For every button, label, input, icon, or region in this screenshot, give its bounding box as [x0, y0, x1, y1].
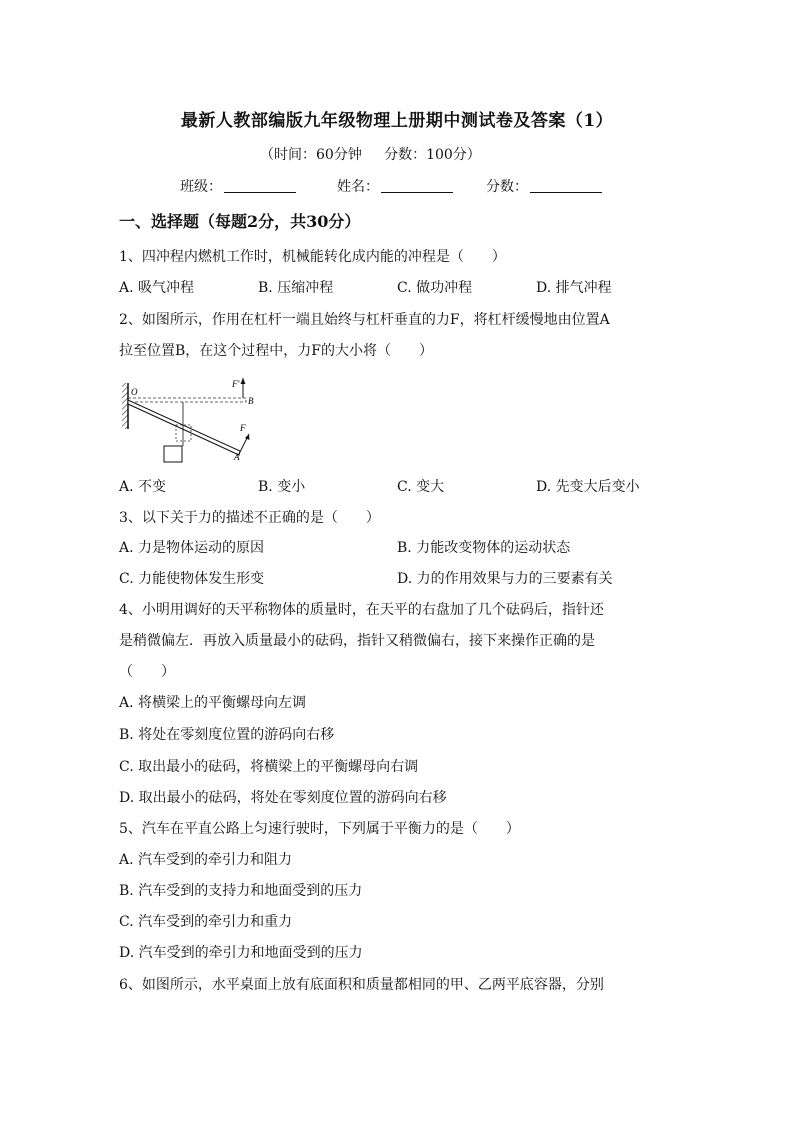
q5-option-a: A. 汽车受到的牵引力和阻力 [119, 852, 293, 868]
q2-option-c: C. 变大 [397, 479, 445, 495]
label-f-prime: F' [232, 379, 240, 389]
q4-option-b: B. 将处在零刻度位置的游码向右移 [119, 727, 335, 743]
question-4-stem-line-3: （ ） [119, 664, 175, 680]
q3-option-b: B. 力能改变物体的运动状态 [397, 540, 571, 556]
q4-option-c: C. 取出最小的砝码，将横梁上的平衡螺母向右调 [119, 759, 419, 775]
class-label: 班级： [180, 179, 222, 195]
q3-option-d: D. 力的作用效果与力的三要素有关 [397, 571, 613, 587]
label-b: B [248, 396, 254, 406]
q3-option-a: A. 力是物体运动的原因 [119, 540, 265, 556]
force-arrowhead-a [245, 434, 250, 440]
weight-box [164, 446, 182, 462]
q2-option-b: B. 变小 [258, 479, 306, 495]
score-blank [530, 178, 602, 193]
lever-diagram [119, 378, 259, 466]
label-o: O [131, 387, 138, 397]
lever-position-a [128, 400, 240, 455]
question-6-stem-line-1: 6、如图所示，水平桌面上放有底面积和质量都相同的甲、乙两平底容器，分别 [119, 977, 604, 993]
q4-option-d: D. 取出最小的砝码，将处在零刻度位置的游码向右移 [119, 790, 447, 806]
label-a: A [234, 452, 240, 462]
q5-option-c: C. 汽车受到的牵引力和重力 [119, 914, 293, 930]
exam-time-score: （时间：60分钟 分数：100分） [260, 147, 481, 163]
wall-hatch [122, 383, 128, 429]
q1-option-b: B. 压缩冲程 [258, 280, 334, 296]
page-title: 最新人教部编版九年级物理上册期中测试卷及答案（1） [180, 111, 614, 131]
score-label: 分数： [486, 179, 528, 195]
class-blank [224, 178, 296, 193]
question-4-stem-line-2: 是稍微偏左．再放入质量最小的砝码，指针又稍微偏右，接下来操作正确的是 [119, 633, 595, 649]
question-3-stem: 3、以下关于力的描述不正确的是（ ） [119, 510, 380, 526]
lever-position-b [128, 398, 246, 402]
q5-option-d: D. 汽车受到的牵引力和地面受到的压力 [119, 945, 363, 961]
question-1-stem: 1、四冲程内燃机工作时，机械能转化成内能的冲程是（ ） [119, 249, 506, 265]
label-f: F [240, 423, 246, 433]
question-5-stem: 5、汽车在平直公路上匀速行驶时，下列属于平衡力的是（ ） [119, 821, 520, 837]
q5-option-b: B. 汽车受到的支持力和地面受到的压力 [119, 883, 363, 899]
name-blank [381, 178, 453, 193]
q2-option-d: D. 先变大后变小 [536, 479, 640, 495]
q3-option-c: C. 力能使物体发生形变 [119, 571, 265, 587]
q2-option-a: A. 不变 [119, 479, 167, 495]
name-field [337, 176, 453, 196]
class-field [180, 176, 296, 196]
question-2-stem-line-1: 2、如图所示，作用在杠杆一端且始终与杠杆垂直的力F，将杠杆缓慢地由位置A [119, 312, 610, 328]
student-info-row [180, 176, 620, 196]
q1-option-d: D. 排气冲程 [536, 280, 612, 296]
force-arrowhead-b [241, 378, 246, 384]
name-label: 姓名： [337, 179, 379, 195]
score-field [486, 176, 602, 196]
q1-option-a: A. 吸气冲程 [119, 280, 195, 296]
question-4-stem-line-1: 4、小明用调好的天平称物体的质量时，在天平的右盘加了几个砝码后，指针还 [119, 602, 604, 618]
q1-option-c: C. 做功冲程 [397, 280, 473, 296]
q4-option-a: A. 将横梁上的平衡螺母向左调 [119, 695, 307, 711]
section-heading: 一、选择题（每题2分，共30分） [119, 212, 361, 231]
question-2-stem-line-2: 拉至位置B，在这个过程中，力F的大小将（ ） [119, 343, 434, 359]
